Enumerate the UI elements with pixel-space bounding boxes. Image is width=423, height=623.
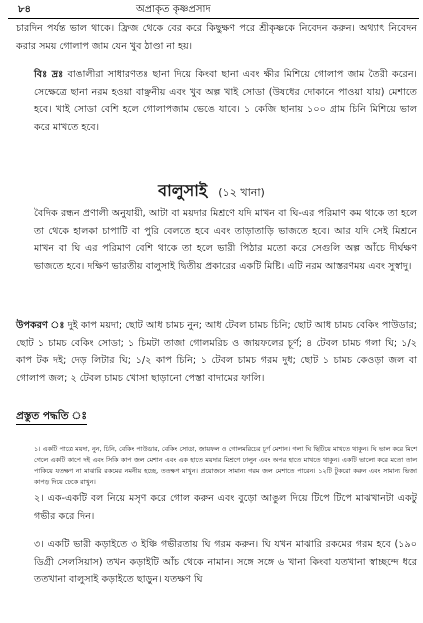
note-label: বিঃ দ্রঃ [34,69,64,80]
header-rule [8,18,419,19]
note-paragraph [16,66,417,136]
method-step-2: ২। এক-একটি বল নিয়ে মসৃণ করে গোল করুন এবং বুড়ো আঙুল দিয়ে টিপে টিপে মাঝখানটা একটু গভীর করে দিন। [34,493,417,522]
method-heading: প্রস্তুত পদ্ধতি ঃ [16,409,87,425]
ingredients-label: উপকরণ ঃ [16,320,65,331]
ingredients-paragraph [16,317,417,387]
page-header [18,2,417,18]
intro-paragraph: বৈদিক রন্ধন প্রণালী অনুযায়ী, আটা বা ময়দার মিশ্রণে যদি মাখন বা ঘি-এর পরিমাণ কম থাকে তা হলে তা থেকে হালকা চাপাটি বা পুরি বেলতে হবে এবং তাড়াতাড়ি ভাজতে হবে। আর যদি সেই মিশ্রনে মাখন বা ঘি এর পরিমাণ বেশি থাকে তা হলে ভারী পিঠার মতো করে সেগুলি অল্প আঁচে দীর্ঘক্ষণ ভাজতে হবে। দক্ষিণ ভারতীয় বালুসাই দ্বিতীয় প্রকারের একটি মিষ্টি। এটি নরম আস্তরণময় এবং সুস্বাদু। [34,208,417,272]
ingredients-text: দুই কাপ ময়দা; ছোট আধ চামচ নুন; আধ টেবল চামচ চিনি; ছোট আধ চামচ বেকিং পাউডার; ছোট ১ চামচ বেকিং সোডা; ১ চিমটা তাজা গোলমরিচ ও জায়ফলের চূর্ণ; ৪ টেবল চামচ গলা ঘি; ১/২ কাপ টক দই; দেড় লিটার ঘি; ১/২ কাপ চিনি; ১ টেবল চামচ গরম দুধ; ছোট ১ চামচ কেওড়া জল বা গোলাপ জল; ২ টেবল চামচ খোসা ছাড়ানো পেস্তা বাদামের ফালি। [16,320,417,384]
running-title: অপ্রাকৃত কৃষ্ণপ্রসাদ [136,4,211,15]
paragraph-continuation: চারদিন পর্যন্ত ভাল থাকে। ফ্রিজ থেকে বের করে কিছুক্ষণ পরে শ্রীকৃষ্ণকে নিবেদন করুন। অথ্যাৎ নিবেদন করার সময় গোলাপ জাম যেন খুব ঠাণ্ডা না হয়। [16,23,417,52]
method-step-3: ৩। একটি ভারী কড়াইতে ৩ ইঞ্চি গভীরতায় ঘি গরম করুন। ঘি যখন মাঝারি রকমের গরম হবে (১৯০ ডিগ্রী সেলসিয়াস) তখন কড়াইটি আঁচ থেকে নামান। সঙ্গে সঙ্গে ৬ খানা কিংবা যতখানা স্বাচ্ছন্দে ধরে ততখানা বালুসাই কড়াইতে ছাড়ুন। যতক্ষণ ঘি [34,539,417,585]
recipe-heading [0,178,423,202]
method-step-1: ১। একটি পাত্রে ময়দা, নুন, চিনি, বেকিং পাউডার, বেকিং সোডা, জায়ফল ও গোলমরিচের চূর্ণ মেশান। গলা ঘি ছিটিয়ে মাখতে থাকুন। ঘি ভাল করে মিশে গেলে একটি কাপে দই এবং সিকি কাপ জল মেশান এবং এক হাতে ময়দার মিশ্রণে ঢালুন এবং অপর হাতে মাখতে থাকুন। একটি ভালো করে মতো তাল পাকিয়ে যতক্ষণ না মাঝারি রকমের নমনীয় হচ্ছে, ততক্ষণ মাখুন। প্রয়োজনে সামান্য গরম জল মেশাতে পারেন। ১২টি টুকরো করুন এবং সামান্য ভিজা কাপড় দিয়ে ঢেকে রাখুন। [34,445,417,487]
note-text: বাঙালীরা সাধারণতঃ ছানা দিয়ে কিংবা ছানা এবং ক্ষীর মিশিয়ে গোলাপ জাম তৈরী করেন। সেক্ষেত্রে ছানা নরম হওয়া বাঞ্ছনীয় এবং খুব অল্প খাই সোডা (উষধের দোকানে পাওয়া যায়) মেশাতে হবে। খাই সোডা বেশি হলে গোলাপজাম ভেঙে যাবে। ১ কেজি ছানায় ১০০ গ্রাম চিনি মিশিয়ে ভাল করে মাখতে হবে। [34,69,417,133]
page-number: ৮৪ [18,4,31,15]
recipe-title: বালুসাই [158,181,208,200]
recipe-yield: (১২ খানা) [218,186,265,199]
